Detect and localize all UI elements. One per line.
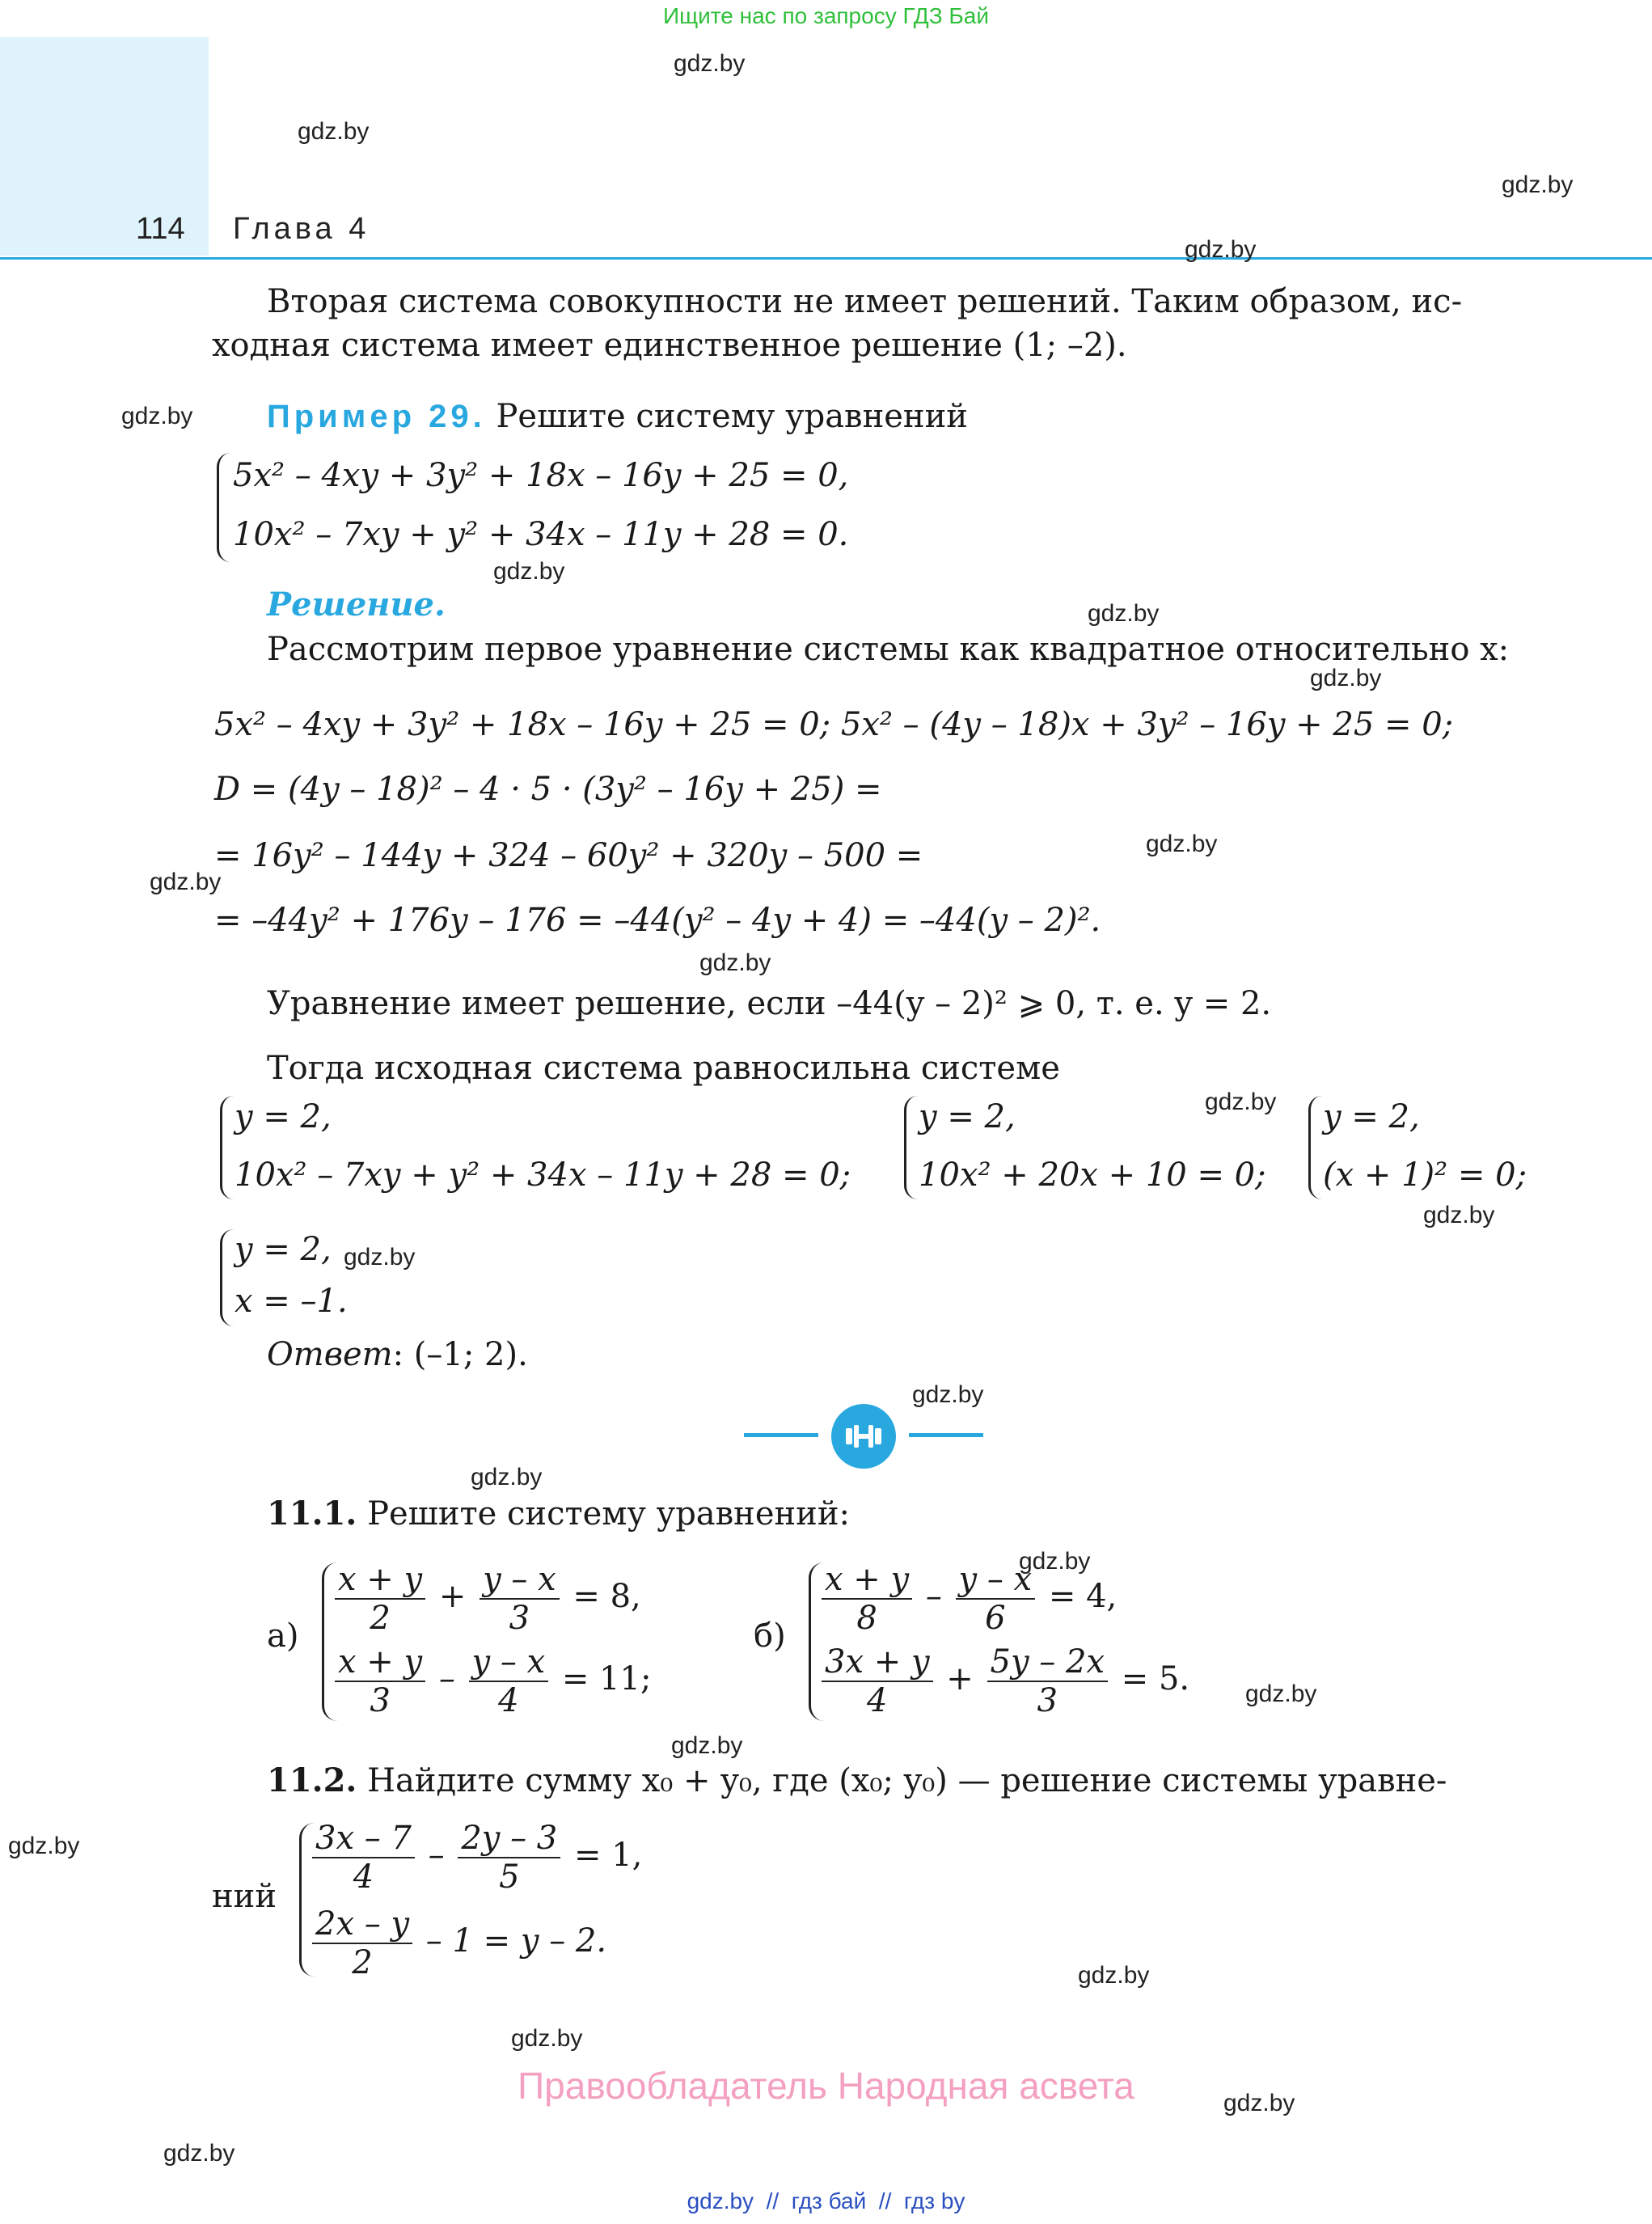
watermark: gdz.by — [1078, 1962, 1150, 1989]
numerator: 3x – 7 — [312, 1820, 415, 1858]
exercise-text: Решите систему уравнений: — [367, 1495, 850, 1533]
part-label: б) — [754, 1617, 786, 1655]
system-brace — [220, 1229, 234, 1326]
denominator: 6 — [985, 1600, 1006, 1637]
then-text: Тогда исходная система равносильна системе — [267, 1050, 1060, 1087]
watermark: gdz.by — [1502, 171, 1574, 198]
watermark: gdz.by — [1185, 236, 1257, 263]
part-label: а) — [267, 1617, 299, 1655]
example-text: Решите систему уравнений — [496, 398, 968, 435]
paragraph-line: ходная система имеет единственное решение (1; –2). — [212, 327, 1127, 364]
top-banner: Ищите нас по запросу ГДЗ Бай — [662, 3, 990, 28]
fraction-equation — [309, 1905, 606, 1981]
rhs: = 8, — [572, 1578, 641, 1615]
system-equation: (x + 1)² = 0; — [1323, 1156, 1527, 1194]
dumbbell-icon — [831, 1404, 896, 1469]
fraction-equation — [332, 1561, 641, 1637]
watermark: gdz.by — [471, 1464, 543, 1490]
numerator: y – x — [480, 1561, 560, 1600]
numerator: y – x — [469, 1643, 549, 1682]
fraction-equation — [309, 1820, 642, 1896]
watermark: gdz.by — [671, 1732, 743, 1759]
equation-line: 5x² – 4xy + 3y² + 18x – 16y + 25 = 0; 5x² – (4y – 18)x + 3y² – 16y + 25 = 0; — [214, 706, 1454, 743]
numerator: 2x – y — [312, 1905, 412, 1944]
watermark: gdz.by — [1205, 1089, 1277, 1115]
system-equation: 10x² + 20x + 10 = 0; — [919, 1156, 1266, 1194]
operator: – — [438, 1660, 455, 1698]
denominator: 2 — [352, 1944, 373, 1981]
exercise-number: 11.1. — [267, 1495, 357, 1533]
watermark: gdz.by — [298, 118, 370, 145]
divider-line-left — [744, 1433, 818, 1437]
equation-line: = 16y² – 144y + 324 – 60y² + 320y – 500 = — [214, 837, 923, 874]
watermark: gdz.by — [493, 558, 565, 585]
solution-label: Решение. — [267, 586, 446, 624]
numerator: y – x — [956, 1561, 1036, 1600]
rhs: = 11; — [561, 1660, 652, 1698]
example-heading — [267, 398, 968, 435]
system-equation: 5x² – 4xy + 3y² + 18x – 16y + 25 = 0, — [233, 457, 849, 494]
watermark: gdz.by — [1245, 1681, 1317, 1707]
operator: + — [946, 1660, 974, 1698]
watermark: gdz.by — [344, 1244, 416, 1271]
condition-text: Уравнение имеет решение, если –44(y – 2)² ⩾ 0, т. е. y = 2. — [267, 985, 1272, 1022]
system-equation: x = –1. — [234, 1283, 348, 1320]
denominator: 4 — [498, 1682, 519, 1719]
header-rule — [0, 257, 1652, 260]
watermark: gdz.by — [1423, 1202, 1495, 1228]
denominator: 2 — [370, 1600, 391, 1637]
system-equation: y = 2, — [1323, 1098, 1420, 1135]
footer-links: gdz.by // гдз бай // гдз by — [687, 2188, 965, 2213]
answer-line — [267, 1336, 528, 1373]
watermark: gdz.by — [699, 949, 771, 976]
divider-line-right — [909, 1433, 983, 1437]
example-label: Пример 29. — [267, 399, 486, 434]
equation-line: = –44y² + 176y – 176 = –44(y² – 4y + 4) = –44(y – 2)². — [214, 902, 1101, 939]
watermark: gdz.by — [1146, 831, 1218, 857]
denominator: 3 — [370, 1682, 391, 1719]
paragraph-line: Вторая система совокупности не имеет решений. Таким образом, ис- — [267, 283, 1463, 320]
watermark: gdz.by — [163, 2140, 235, 2167]
fraction-equation — [818, 1643, 1189, 1719]
system-equation: 10x² – 7xy + y² + 34x – 11y + 28 = 0. — [233, 516, 849, 553]
numerator: x + y — [822, 1561, 912, 1600]
answer-value: : (–1; 2). — [392, 1336, 528, 1373]
watermark: gdz.by — [150, 869, 222, 895]
system-equation: y = 2, — [234, 1098, 332, 1135]
exercise-text: Найдите сумму x₀ + y₀, где (x₀; y₀) — решение системы уравне- — [367, 1762, 1447, 1799]
system-equation: y = 2, — [919, 1098, 1016, 1135]
denominator: 3 — [509, 1600, 530, 1637]
watermark: gdz.by — [674, 50, 746, 77]
numerator: x + y — [335, 1561, 425, 1600]
system-equation: y = 2, — [234, 1231, 332, 1268]
operator: + — [438, 1578, 467, 1615]
system-brace — [1308, 1096, 1322, 1199]
rhs: = 4, — [1048, 1578, 1118, 1615]
denominator: 4 — [867, 1682, 888, 1719]
operator: – — [428, 1837, 445, 1874]
numerator: 3x + y — [822, 1643, 933, 1682]
system-brace — [220, 1096, 234, 1199]
fraction-equation — [332, 1643, 651, 1719]
exercise-continuation: ний — [212, 1878, 277, 1915]
denominator: 5 — [499, 1858, 520, 1896]
numerator: 5y – 2x — [987, 1643, 1108, 1682]
watermark: gdz.by — [1019, 1548, 1091, 1575]
denominator: 8 — [856, 1600, 877, 1637]
watermark: gdz.by — [1223, 2090, 1295, 2116]
watermark: gdz.by — [912, 1381, 984, 1408]
exercise-heading — [267, 1495, 850, 1533]
rhs: = 1, — [573, 1837, 643, 1874]
denominator: 4 — [353, 1858, 374, 1896]
denominator: 3 — [1037, 1682, 1058, 1719]
exercise-number: 11.2. — [267, 1761, 357, 1799]
watermark: gdz.by — [8, 1833, 80, 1859]
numerator: x + y — [335, 1643, 425, 1682]
chapter-title: Глава 4 — [233, 212, 370, 246]
answer-label: Ответ — [267, 1336, 393, 1373]
system-brace — [217, 453, 230, 562]
rhs: – 1 = y – 2. — [425, 1922, 607, 1960]
watermark: gdz.by — [1088, 600, 1160, 627]
operator: – — [925, 1578, 942, 1615]
numerator: 2y – 3 — [458, 1820, 560, 1858]
system-brace — [904, 1096, 918, 1199]
rhs: = 5. — [1121, 1660, 1190, 1698]
solution-intro: Рассмотрим первое уравнение системы как квадратное относительно x: — [267, 631, 1510, 668]
system-equation: 10x² – 7xy + y² + 34x – 11y + 28 = 0; — [234, 1156, 851, 1194]
watermark: gdz.by — [1310, 665, 1382, 691]
page-number: 114 — [136, 212, 185, 246]
exercise-heading — [267, 1761, 1447, 1799]
watermark: gdz.by — [121, 403, 193, 429]
copyright-notice: Правообладатель Народная асвета — [518, 2065, 1134, 2107]
equation-line: D = (4y – 18)² – 4 · 5 · (3y² – 16y + 25) = — [214, 771, 882, 808]
watermark: gdz.by — [511, 2025, 583, 2052]
